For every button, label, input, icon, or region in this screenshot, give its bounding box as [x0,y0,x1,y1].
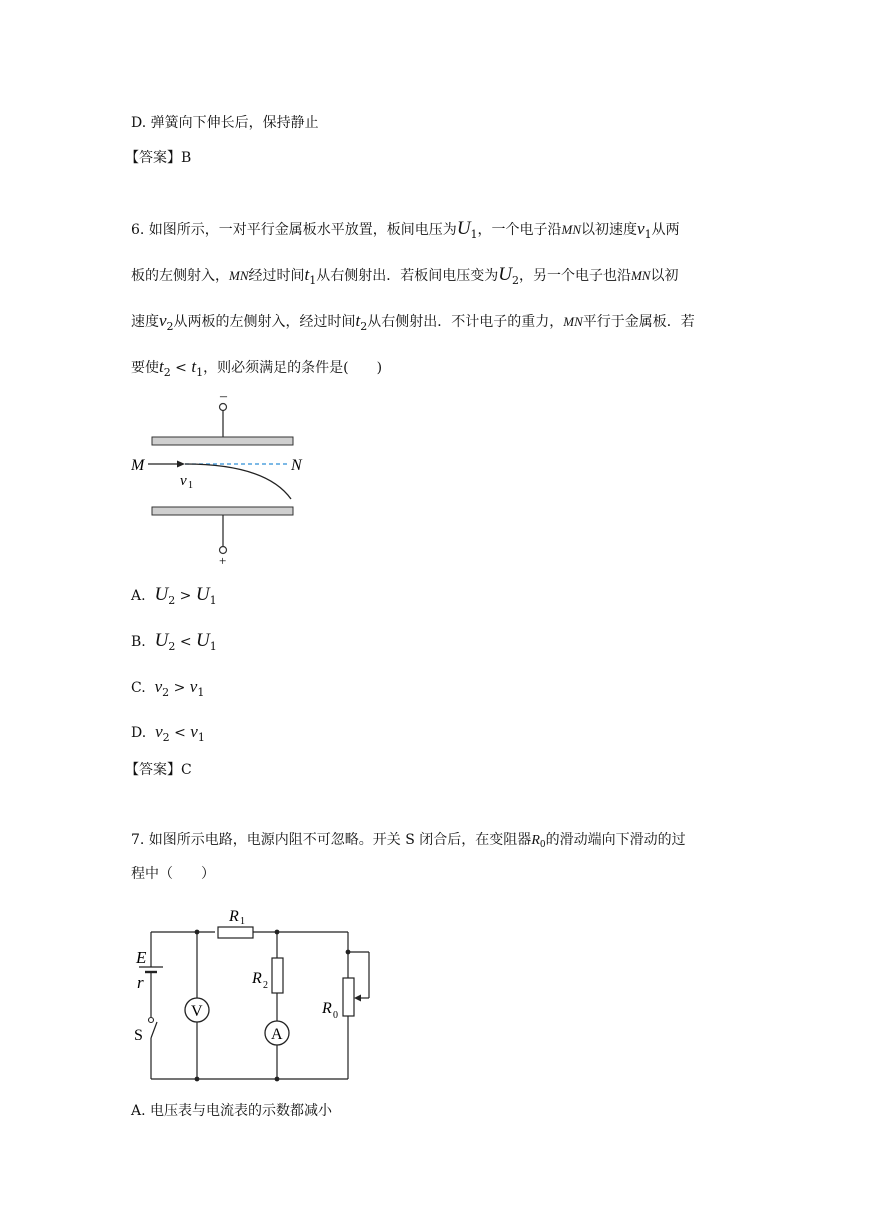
electron-trajectory [185,464,291,499]
label-v1-sub: 1 [188,480,193,491]
switch-blade [151,1022,157,1038]
resistor-r1 [218,927,253,938]
q6-parallel-plates-figure [131,388,311,568]
plate-plus-sign: + [219,553,227,568]
label-r2: R [252,970,262,987]
q6-line-1: 6. 如图所示，一对平行金属板水平放置，板间电压为$U_1$，一个电子沿MN以初速度$v_1$从两 [131,218,680,241]
label-r2-sub: 2 [263,980,268,991]
q5-option-d: D. 弹簧向下伸长后，保持静止 [131,115,319,131]
ammeter-label: A [271,1026,283,1043]
slider-arrowhead [354,995,361,1002]
q6-option-a: A. $U_2 > U_1$ [131,584,217,607]
q6-line-2: 板的左侧射入，MN经过时间$t_1$从右侧射出．若板间电压变为$U_2$，另一个电子也沿MN以初 [131,264,679,287]
label-n: N [291,457,302,474]
label-v1: v [180,473,187,489]
plate-bottom [152,507,293,515]
q6-line-4: 要使$t_2 < t_1$，则必须满足的条件是( ) [131,357,383,379]
label-e: E [136,948,147,967]
label-r: r [137,973,144,992]
q6-option-d: D. $v_2 < v_1$ [131,722,205,744]
velocity-arrowhead [177,461,185,468]
plate-top [152,437,293,445]
q6-answer: 【答案】C [125,762,192,778]
q5-answer: 【答案】B [125,150,192,166]
label-r0: R [322,1000,332,1017]
q6-option-c: C. $v_2 > v_1$ [131,677,205,699]
q6-option-b: B. $U_2 < U_1$ [131,630,217,653]
label-r0-sub: 0 [333,1010,338,1021]
q6-line-3: 速度$v_2$从两板的左侧射入，经过时间$t_2$从右侧射出．不计电子的重力，MN平行于金属板．若 [131,311,695,333]
label-m: M [131,457,145,474]
rheostat-r0 [343,978,354,1016]
voltmeter-label: V [191,1003,203,1020]
label-r1-sub: 1 [240,916,245,927]
plate-minus-sign: – [220,389,227,404]
q7-option-a: A. 电压表与电流表的示数都减小 [131,1103,333,1119]
q7-line-1: 7. 如图所示电路，电源内阻不可忽略。开关 S 闭合后，在变阻器$R_0$的滑动端向下滑动的过 [131,832,686,850]
label-s: S [134,1027,143,1044]
q7-line-2: 程中（ ） [131,866,215,882]
label-r1: R [229,908,239,925]
q7-circuit-figure [130,900,390,1090]
terminal-top [220,404,227,411]
resistor-r2 [272,958,283,993]
switch-contact [149,1018,154,1023]
